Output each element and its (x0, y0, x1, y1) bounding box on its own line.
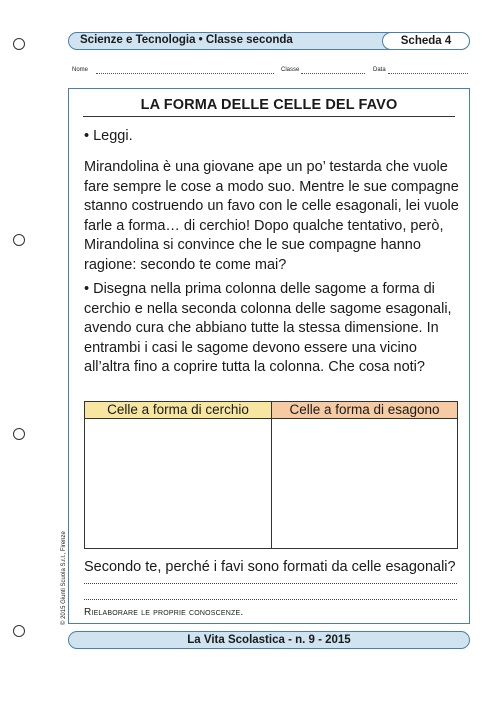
hexagon-drawing-area[interactable] (272, 419, 457, 548)
worksheet-title: LA FORMA DELLE CELLE DEL FAVO (140, 97, 398, 113)
sheet-number: Scheda 4 (382, 32, 470, 50)
copyright-text: © 2015 Giunti Scuola S.r.l., Firenze (61, 531, 67, 625)
skill-label: Rielaborare le proprie conoscenze. (84, 607, 244, 618)
circle-column (85, 402, 271, 548)
student-fields (72, 67, 470, 79)
name-label: Nome (72, 67, 89, 73)
hexagon-column-header: Celle a forma di esagono (272, 402, 457, 419)
answer-line-1[interactable] (84, 583, 457, 584)
date-field[interactable] (388, 73, 468, 74)
binder-hole-2 (13, 234, 25, 246)
class-label: Classe (281, 67, 300, 73)
title-divider (83, 116, 455, 117)
story-text: Mirandolina è una giovane ape un po’ testarda che vuole fare sempre le cose a modo suo. Mentre le sue compagne stanno costruendo un favo con le celle esagonali, lei vuole farle a forma… di cerchio! Dopo qualche tentativo, però, Mirandolina si convince che le sue compagne hanno ragione: secondo te come mai? (84, 159, 459, 273)
name-field[interactable] (96, 73, 274, 74)
read-instruction: • Leggi. (84, 128, 133, 144)
hexagon-column (271, 402, 457, 548)
answer-line-2[interactable] (84, 599, 457, 600)
binder-hole-1 (13, 38, 25, 50)
binder-hole-3 (13, 428, 25, 440)
circle-drawing-area[interactable] (85, 419, 271, 548)
circle-column-header: Celle a forma di cerchio (85, 402, 271, 419)
question-text: Secondo te, perché i favi sono formati da celle esagonali? (84, 559, 456, 575)
worksheet-frame (68, 88, 470, 624)
class-field[interactable] (301, 73, 365, 74)
header-bar (68, 32, 470, 50)
subject-label: Scienze e Tecnologia • Classe seconda (80, 34, 293, 46)
drawing-table (84, 401, 458, 549)
date-label: Data (373, 67, 386, 73)
binder-hole-4 (13, 625, 25, 637)
task-text: • Disegna nella prima colonna delle sagome a forma di cerchio e nella seconda colonna delle sagome esagonali, avendo cura che abbiano tutte la stessa dimensione. In entrambi i casi le sagome devono essere una vicino all’altra fino a coprire tutta la colonna. Che cosa noti? (84, 281, 452, 375)
footer-bar: La Vita Scolastica - n. 9 - 2015 (68, 631, 470, 649)
